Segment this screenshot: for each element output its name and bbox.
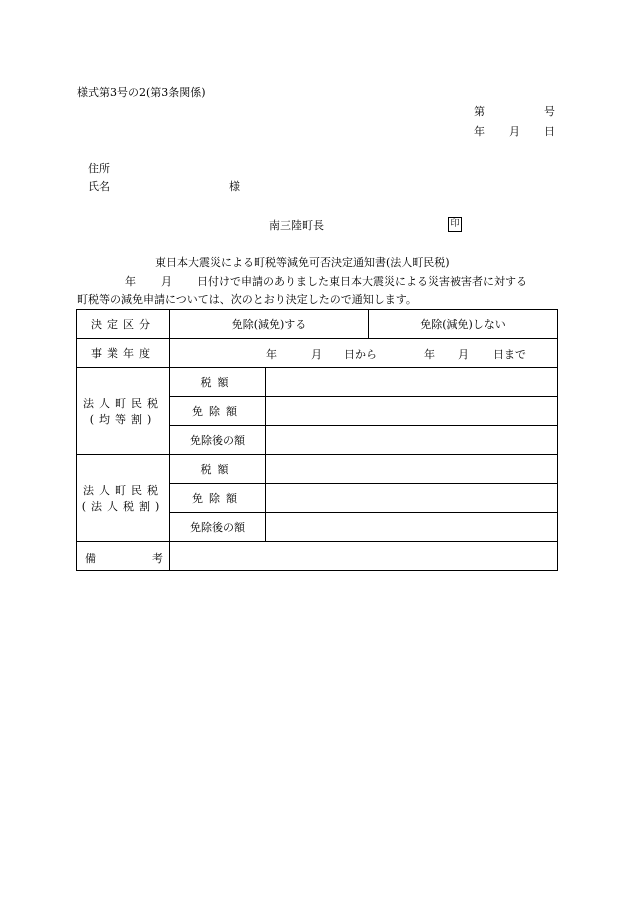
from-day: 日から bbox=[344, 348, 377, 361]
decision-option-exempt: 免除(減免)する bbox=[170, 310, 369, 339]
tax-amount-field[interactable] bbox=[266, 455, 558, 484]
decision-label: 決定区分 bbox=[77, 310, 170, 339]
decision-row bbox=[77, 310, 558, 339]
body-month: 月 bbox=[161, 275, 172, 288]
from-month: 月 bbox=[311, 348, 322, 361]
body-year: 年 bbox=[125, 275, 136, 288]
address-label: 住所 bbox=[88, 162, 110, 175]
body-line2: 町税等の減免申請については、次のとおり決定したので通知します。 bbox=[77, 293, 417, 306]
body-line1: 日付けで申請のありました東日本大震災による災害被害者に対する bbox=[197, 275, 527, 288]
exempt-amount-field[interactable] bbox=[266, 397, 558, 426]
date-year: 年 bbox=[474, 125, 485, 138]
group-label-line2: (均等割) bbox=[89, 413, 157, 426]
group-label-houjinzeiwari bbox=[77, 455, 170, 542]
decision-table bbox=[76, 309, 558, 571]
table-row bbox=[77, 455, 558, 484]
to-year: 年 bbox=[424, 348, 435, 361]
exempt-amount-label: 免除額 bbox=[170, 397, 266, 426]
period-cell bbox=[170, 339, 558, 368]
remarks-field[interactable] bbox=[170, 542, 558, 571]
year-row bbox=[77, 339, 558, 368]
doc-no-prefix: 第 bbox=[474, 105, 485, 118]
tax-amount-field[interactable] bbox=[266, 368, 558, 397]
to-day: 日まで bbox=[493, 348, 526, 361]
remarks-label bbox=[77, 542, 170, 571]
tax-amount-label: 税額 bbox=[170, 368, 266, 397]
issuer-title: 南三陸町長 bbox=[269, 219, 324, 232]
group-label-line2: (法人税割) bbox=[81, 500, 165, 513]
table-row bbox=[77, 368, 558, 397]
after-exempt-label: 免除後の額 bbox=[170, 513, 266, 542]
name-label: 氏名 bbox=[88, 180, 110, 193]
form-number: 様式第3号の2(第3条関係) bbox=[77, 86, 206, 99]
date-month: 月 bbox=[509, 125, 520, 138]
to-month: 月 bbox=[458, 348, 469, 361]
remarks-label-1: 備 bbox=[85, 552, 96, 565]
from-year: 年 bbox=[266, 348, 277, 361]
exempt-amount-label: 免除額 bbox=[170, 484, 266, 513]
after-exempt-field[interactable] bbox=[266, 426, 558, 455]
remarks-row bbox=[77, 542, 558, 571]
doc-no-suffix: 号 bbox=[544, 105, 555, 118]
group-label-line1: 法人町民税 bbox=[83, 484, 163, 497]
honorific: 様 bbox=[229, 180, 240, 193]
year-label: 事業年度 bbox=[77, 339, 170, 368]
group-label-line1: 法人町民税 bbox=[83, 397, 163, 410]
date-day: 日 bbox=[544, 125, 555, 138]
decision-option-not-exempt: 免除(減免)しない bbox=[369, 310, 558, 339]
after-exempt-label: 免除後の額 bbox=[170, 426, 266, 455]
after-exempt-field[interactable] bbox=[266, 513, 558, 542]
remarks-label-2: 考 bbox=[152, 552, 163, 565]
document-title: 東日本大震災による町税等減免可否決定通知書(法人町民税) bbox=[155, 256, 450, 269]
group-label-kintouwari bbox=[77, 368, 170, 455]
exempt-amount-field[interactable] bbox=[266, 484, 558, 513]
seal-icon: 印 bbox=[448, 217, 462, 232]
tax-amount-label: 税額 bbox=[170, 455, 266, 484]
